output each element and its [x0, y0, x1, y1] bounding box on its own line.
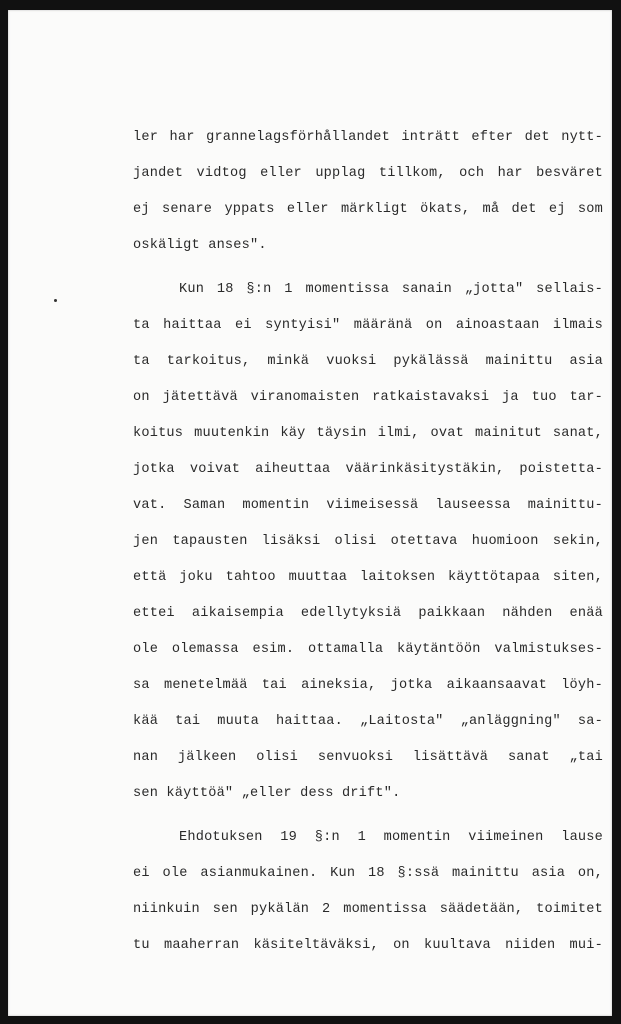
text-line: jotka voivat aiheuttaa väärinkäsitystäkin, poistetta- [133, 462, 603, 477]
text-line: ole olemassa esim. ottamalla käytäntöön valmistukses- [133, 642, 603, 657]
text-line: sen käyttöä" „eller dess drift". [133, 786, 401, 801]
text-line: sa menetelmää tai aineksia, jotka aikaansaavat löyh- [133, 678, 603, 693]
text-line: kää tai muuta haittaa. „Laitosta" „anläggning" sa- [133, 714, 603, 729]
text-line: Ehdotuksen 19 §:n 1 momentin viimeinen lause [179, 830, 603, 845]
paragraph-1 [133, 124, 603, 268]
paragraph-3 [133, 824, 603, 968]
text-line: että joku tahtoo muuttaa laitoksen käyttötapaa siten, [133, 570, 603, 585]
text-line: tu maaherran käsiteltäväksi, on kuultava niiden mui- [133, 938, 603, 953]
paragraph-2 [133, 276, 603, 816]
text-line: jandet vidtog eller upplag tillkom, och har besväret [133, 166, 603, 181]
document-body [133, 124, 603, 968]
text-line: ta haittaa ei syntyisi" määränä on ainoastaan ilmais [133, 318, 603, 333]
ink-speck [54, 299, 57, 302]
text-line: ej senare yppats eller märkligt ökats, må det ej som [133, 202, 603, 217]
text-line: niinkuin sen pykälän 2 momentissa säädetään, toimitet [133, 902, 603, 917]
text-line: oskäligt anses". [133, 238, 267, 253]
text-line: on jätettävä viranomaisten ratkaistavaksi ja tuo tar- [133, 390, 603, 405]
text-line: nan jälkeen olisi senvuoksi lisättävä sanat „tai [133, 750, 603, 765]
document-page [8, 10, 612, 1016]
text-line: jen tapausten lisäksi olisi otettava huomioon sekin, [133, 534, 603, 549]
text-line: ta tarkoitus, minkä vuoksi pykälässä mainittu asia [133, 354, 603, 369]
text-line: ler har grannelagsförhållandet inträtt efter det nytt- [133, 130, 603, 145]
text-line: Kun 18 §:n 1 momentissa sanain „jotta" sellais- [179, 282, 603, 297]
text-line: vat. Saman momentin viimeisessä lauseessa mainittu- [133, 498, 603, 513]
text-line: koitus muutenkin käy täysin ilmi, ovat mainitut sanat, [133, 426, 603, 441]
text-line: ei ole asianmukainen. Kun 18 §:ssä mainittu asia on, [133, 866, 603, 881]
text-line: ettei aikaisempia edellytyksiä paikkaan nähden enää [133, 606, 603, 621]
